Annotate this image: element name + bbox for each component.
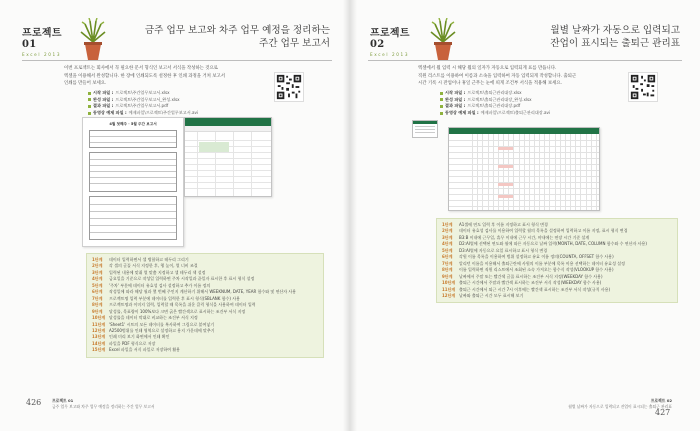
- plant-pot-icon: [428, 18, 458, 64]
- divider: [22, 60, 332, 61]
- step-number: 7단계: [92, 295, 103, 301]
- project-title: 프로젝트 01: [22, 28, 62, 50]
- file-label: 결과 파일 :: [93, 103, 114, 109]
- file-label: 완성 파일 :: [445, 96, 466, 102]
- step-list: [436, 218, 678, 303]
- project-badge: [22, 18, 112, 66]
- sheet-gridline: [477, 134, 478, 210]
- attendance-sheet-screenshot: [448, 127, 600, 211]
- footer-title: 프로젝트 01: [52, 398, 74, 403]
- page-headline: [112, 24, 330, 50]
- highlighted-cells: [498, 165, 513, 168]
- file-row: [88, 90, 268, 97]
- step-number: 15단계: [92, 347, 106, 353]
- step-number: 10단계: [92, 315, 106, 321]
- step-number: 9단계: [442, 273, 453, 279]
- file-value: 프로젝트\주간업무보고서_완성.xlsx: [115, 96, 180, 102]
- sheet-gridline: [524, 134, 525, 210]
- page-number: 426: [26, 398, 42, 407]
- qr-code[interactable]: [628, 72, 658, 102]
- sheet-gridline: [488, 134, 489, 210]
- step-text: 작성일에 따라 해당 월과 몇 번째 주인지 계산하기 위해서 WEEKNUM, DATE, YEAR 함수와 및 연산자 사용: [109, 289, 297, 295]
- step-number: 6단계: [92, 289, 103, 295]
- file-label: 완성 파일 :: [93, 96, 114, 102]
- report-document-image: [82, 117, 184, 247]
- file-list: [88, 90, 268, 116]
- step-text: 각 셀의 글꼴 서식 지정한 후, 행 높이, 열 너비 조절: [109, 263, 198, 269]
- page-footer: [52, 398, 252, 409]
- step-item: [442, 293, 672, 299]
- file-row: [440, 103, 620, 110]
- sheet-gridline: [580, 134, 581, 210]
- file-value: 프로젝트\주간업무보고서.xlsx: [115, 90, 170, 95]
- sheet-gridline: [498, 134, 499, 210]
- bullet-icon: [440, 112, 443, 115]
- intro-text: [418, 65, 654, 88]
- sheet-gridline: [596, 134, 597, 210]
- step-text: 금요일을 기준으로 작성일 입력하면 주차 시작일과 끝일자 표시한 후 표시 형식 설정: [109, 276, 255, 282]
- sheet-gridline: [565, 134, 566, 210]
- sheet-gridline: [560, 134, 561, 210]
- intro-line: 엑셀을 이용해서 완성합니다. 한 장에 인쇄되도록 설정한 후 인쇄 과정을 거쳐 보고서: [64, 73, 225, 79]
- file-value: 프로젝트\출퇴근관리대장.pdf: [467, 103, 521, 109]
- headline-line: 금주 업무 보고와 차주 업무 예정을 정리하는: [144, 25, 330, 36]
- sheet-gridline: [586, 134, 587, 210]
- footer-text: 금주 업무 보고와 차주 업무 예정을 정리하는 주간 업무 보고서: [52, 403, 155, 409]
- intro-line: 시간 기록 시 잔업이나 휴일 근무는 눈에 띄게 조건부 서식을 적용해 보세요.: [418, 81, 562, 87]
- intro-line: 인쇄를 만들어 보세요.: [64, 81, 107, 87]
- project-subtitle: Excel 2013: [370, 52, 410, 57]
- step-number: 2단계: [92, 263, 103, 269]
- file-list: [440, 90, 620, 116]
- step-text: 출퇴근 시간에서 주말과 빨간색 표시하는 조건부 서식 작성(WEEKDAY 함수 사용): [459, 280, 602, 286]
- intro-line: 이번 프로젝트는 회사에서 꼭 필요한 문서 형식인 보고서 서식을 작성하는 것으로: [64, 66, 218, 71]
- step-text: 날짜에서 주말 또는 빨간색 글꼴 표시하는 조건부 서식 지정(WEEKDAY 함수 사용): [459, 273, 603, 279]
- step-text: 프로젝트명 입력 부분에 데이터를 입력한 후 표시 형식(SBLANK 함수) 사용: [109, 295, 240, 301]
- sheet-gridline: [544, 134, 545, 210]
- highlighted-cells: [498, 195, 513, 198]
- project-title: 프로젝트 02: [370, 28, 410, 50]
- file-value: 예제파일\프로젝트\출퇴근관리대장.avi: [480, 109, 551, 115]
- highlighted-cells: [498, 147, 513, 150]
- document-table-body: [89, 196, 177, 240]
- plant-pot-icon: [78, 18, 108, 64]
- step-number: 2단계: [442, 228, 453, 234]
- sheet-gridline: [508, 134, 509, 210]
- spreadsheet-screenshot: [184, 117, 272, 197]
- step-text: Excel 파일을 서식 파일로 저장하여 활용: [109, 347, 181, 353]
- intro-text: [64, 65, 294, 88]
- intro-line: 직원 리스트를 이용하여 이름과 소속을 입력하여 자동 입력되게 작성합니다. 출퇴근: [418, 73, 577, 79]
- step-number: 3단계: [442, 234, 453, 240]
- intro-line: 엑셀에서 월 입력 시 해당 월의 일자가 자동으로 입력되게 표를 만듭니다.: [418, 66, 557, 71]
- sheet-gridline: [591, 134, 592, 210]
- qr-code[interactable]: [274, 72, 304, 102]
- file-label: 동영상 예제 파일 :: [93, 109, 127, 115]
- step-text: 날짜와 출퇴근 시간 모두 표시해 보기: [459, 292, 524, 298]
- file-value: 예제파일\프로젝트\주간업무보고서.avi: [128, 109, 199, 115]
- step-text: A1셀에 연도 입력 후 이름 지정하고 표시 형식 변경: [459, 222, 548, 227]
- file-label: 결과 파일 :: [445, 103, 466, 109]
- step-text: 'Sheet1' 시트의 모든 데이터를 복사하여 그림으로 붙여넣기: [109, 321, 215, 327]
- file-value: 프로젝트\출퇴근관리대장.xlsx: [467, 90, 522, 95]
- sheet-gridline: [519, 134, 520, 210]
- right-page: [350, 0, 700, 431]
- step-text: 알리던 이름을 이용해서 출퇴근란에 사원의 이름 부분에 목록 이용 선택하는 데이터 유효성 설정: [459, 260, 625, 266]
- step-number: 11단계: [92, 321, 106, 327]
- step-text: D3:AI열에 자동으로 요일 표시하고 표시 형식 변경: [459, 247, 548, 253]
- step-text: 입력된 내용에 맞춰 열 맞춤 지정하고 셀 테두리 색 설정: [109, 269, 206, 275]
- file-row: [88, 110, 268, 117]
- sheet-gridline: [493, 134, 494, 210]
- sheet-gridline: [503, 134, 504, 210]
- step-number: 7단계: [442, 260, 453, 266]
- sheet-gridline: [534, 134, 535, 210]
- excel-titlebar: [185, 118, 271, 126]
- project-badge: [370, 18, 460, 66]
- step-number: 8단계: [442, 267, 453, 273]
- file-label: 동영상 예제 파일 :: [445, 109, 479, 115]
- step-number: 1단계: [442, 222, 453, 227]
- step-list: [86, 253, 324, 358]
- step-text: 각원 이름 목록을 이용하여 범위 설정하고 유효 이름 정의(COUNTA, OFFSET 함수 사용): [459, 254, 614, 260]
- page-number: 427: [655, 408, 671, 417]
- step-number: 5단계: [92, 282, 103, 288]
- step-number: 4단계: [442, 241, 453, 247]
- step-number: 3단계: [92, 269, 103, 275]
- file-label: 시작 파일 :: [445, 90, 466, 95]
- bullet-icon: [440, 92, 443, 95]
- step-text: 이름 입력하면 직원 리스트에서 조회된 소속 가져오는 함수식 작성(VLOOKUP 함수 사용): [459, 267, 614, 273]
- step-number: 12단계: [92, 327, 106, 333]
- sheet-gridline: [575, 134, 576, 210]
- step-text: '주차' 부분에 데이터 유효성 검사 설정하고 추가 이름 정의: [109, 282, 211, 288]
- document-title: 4월 첫째주 · 5월 주간 보고서: [109, 122, 157, 126]
- book-gutter: [343, 0, 357, 431]
- step-number: 13단계: [92, 334, 106, 340]
- step-number: 12단계: [442, 292, 456, 298]
- file-row: [440, 110, 620, 117]
- sheet-gridline: [549, 134, 550, 210]
- document-table-body: [89, 152, 177, 192]
- step-text: 달성률, 목표량이 100%보다 크면 굵은 빨간색으로 표시하는 조건부 서식 지정: [109, 308, 246, 314]
- step-number: 8단계: [92, 302, 103, 308]
- file-label: 시작 파일 :: [93, 90, 114, 95]
- step-text: 데이터 유효성 검사를 이용하여 입력할 월의 목록을 설정하여 입력하고 이름 지정, 표시 형식 변경: [459, 228, 628, 234]
- step-number: 4단계: [92, 276, 103, 282]
- bullet-icon: [440, 98, 443, 101]
- headline-line: 잔업이 표시되는 출퇴근 관리표: [550, 38, 680, 49]
- bullet-icon: [88, 98, 91, 101]
- bullet-icon: [440, 105, 443, 108]
- step-number: 10단계: [442, 280, 456, 286]
- sheet-gridline: [472, 134, 473, 210]
- bullet-icon: [88, 112, 91, 115]
- sheet-gridline: [529, 134, 530, 210]
- sheet-gridline: [513, 134, 514, 210]
- step-text: 데이터 입력하면서 셀 병합하고 테두리 그리기: [109, 257, 189, 262]
- step-number: 6단계: [442, 254, 453, 260]
- document-table-header: [89, 130, 177, 148]
- project-subtitle: Excel 2013: [22, 52, 62, 57]
- step-number: 5단계: [442, 247, 453, 253]
- step-text: A2500범위를 인쇄 영역으로 설정하고 용지 가운데에 맞추기: [109, 327, 215, 333]
- highlighted-cells: [498, 183, 513, 186]
- step-item: [92, 347, 318, 353]
- file-row: [88, 103, 268, 110]
- divider: [368, 60, 682, 61]
- step-text: 달성률을 데이터 막대로 비교하는 조건부 서식 지정: [109, 315, 198, 321]
- file-value: 프로젝트\출퇴근관리대장_완성.xlsx: [467, 96, 532, 102]
- name-manager-screenshot: [412, 120, 438, 138]
- sheet-gridline: [539, 134, 540, 210]
- step-text: 파일을 PDF 형식으로 저장: [109, 340, 156, 346]
- footer-title: 프로젝트 02: [650, 398, 672, 403]
- headline-line: 월별 날짜가 자동으로 입력되고: [550, 25, 680, 36]
- step-number: 14단계: [92, 340, 106, 346]
- step-text: B3:B 이내에 근무일, 휴무 이내에 근무 시간, 야내에는 연장 시간 기준 설계: [459, 234, 590, 240]
- bullet-icon: [88, 105, 91, 108]
- step-number: 11단계: [442, 286, 456, 292]
- footer-text: 월별 날짜가 자동으로 입력되고 잔업이 표시되는 출퇴근 관리표: [568, 403, 672, 409]
- sheet-gridline: [482, 134, 483, 210]
- step-number: 1단계: [92, 257, 103, 262]
- page-headline: [458, 24, 680, 50]
- bullet-icon: [88, 92, 91, 95]
- headline-line: 주간 업무 보고서: [259, 38, 330, 49]
- step-number: 9단계: [92, 308, 103, 314]
- file-row: [440, 90, 620, 97]
- sheet-gridline: [555, 134, 556, 210]
- file-value: 프로젝트\주간업무보고서.pdf: [115, 103, 169, 109]
- step-text: 출퇴근 시간에서 퇴근 시간 7시 이후에는 빨간색 표시하는 조건부 서식 작성(규칙 사용): [459, 286, 611, 292]
- step-text: 인쇄 미리 보기 화면에서 인쇄 확인: [109, 334, 170, 340]
- step-text: 프로젝트명과 이미지 입력, 입력할 때 목록을 쉬운 클릭 형식을 사용하여 데이터 입력: [109, 302, 256, 308]
- step-text: D2:AI열에 선택된 연도와 월에 따른 자동으로 날짜 입력(MONTH, DATE, COLUMN 함수와 수 연산자 사용): [459, 241, 647, 247]
- sheet-gridline: [570, 134, 571, 210]
